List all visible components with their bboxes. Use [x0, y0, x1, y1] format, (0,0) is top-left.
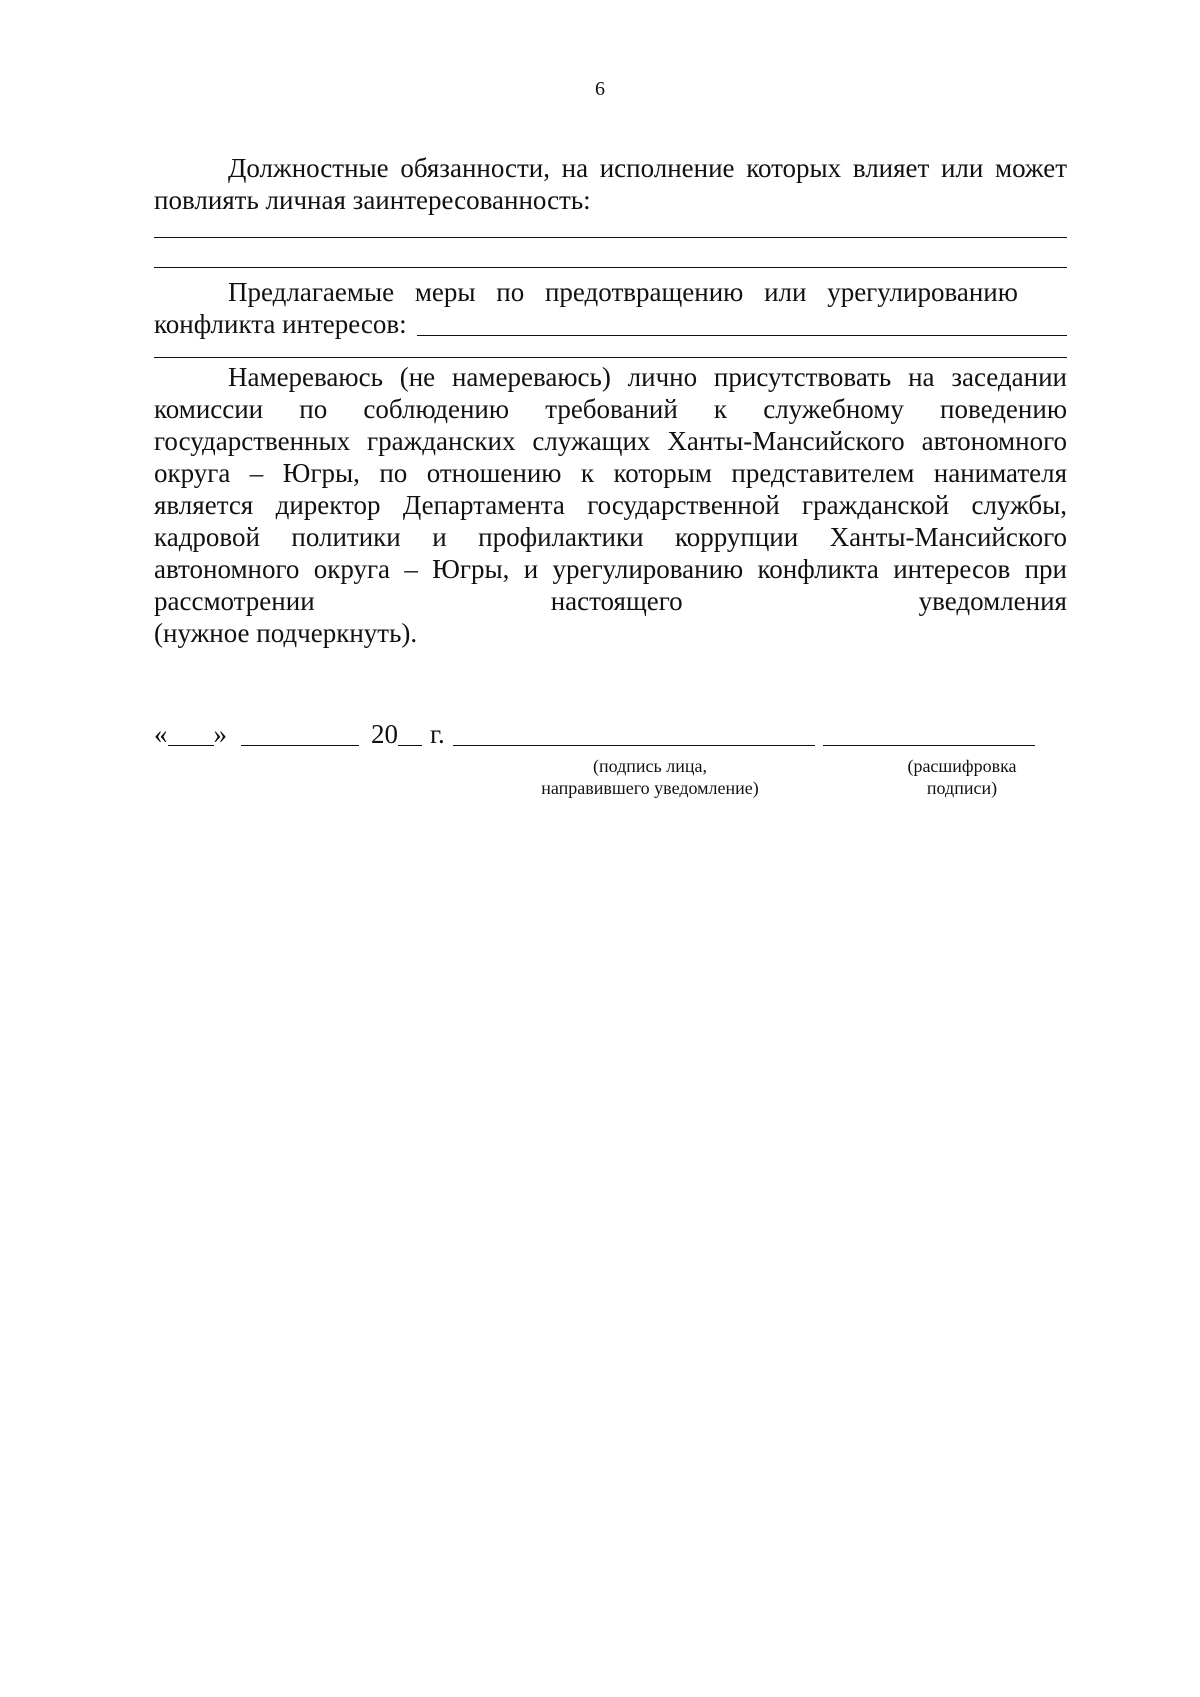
measures-text-line-2: конфликта интересов:: [154, 309, 407, 339]
intent-word-1: рассмотрении: [154, 586, 315, 616]
signature-caption-line-2: направившего уведомление): [541, 778, 759, 798]
day-blank[interactable]: [168, 723, 214, 746]
quote-open: «: [154, 719, 168, 749]
decode-caption: [862, 755, 1062, 799]
intent-paragraph: Намереваюсь (не намереваюсь) лично присутствовать на заседании комиссии по соблюдению требований к служебному поведению государственных гражданских служащих Ханты-Мансийского автономного округа – Югры, по отношению к которым представителем нанимателя является директор Департамента государственной гражданской службы, кадровой политики и профилактики коррупции Ханты-Мансийского автономного округа – Югры, и урегулированию конфликта интересов при: [154, 362, 1067, 584]
month-blank[interactable]: [241, 723, 359, 746]
signature-caption: [500, 755, 800, 799]
measures-blank-inline[interactable]: [417, 311, 1067, 336]
year-prefix: 20: [371, 719, 398, 749]
measures-text-line-1: Предлагаемые меры по предотвращению или урегулированию: [228, 277, 1018, 307]
measures-line-1: [154, 276, 1067, 308]
signature-blank[interactable]: [453, 723, 815, 746]
signature-row: [154, 718, 1067, 750]
quote-close: »: [213, 719, 227, 749]
page-number: 6: [595, 78, 605, 100]
intent-word-2: настоящего: [550, 586, 683, 616]
intent-last-line: (нужное подчеркнуть).: [154, 618, 418, 648]
intent-spread-line: [154, 585, 1067, 617]
intent-word-3: уведомления: [918, 586, 1067, 616]
decode-caption-line-2: подписи): [926, 778, 998, 798]
year-blank[interactable]: [398, 723, 422, 746]
year-suffix: г.: [430, 719, 445, 749]
duties-paragraph: Должностные обязанности, на исполнение которых влияет или может повлиять личная заинтересованность:: [154, 153, 1067, 215]
form-body: [154, 152, 1067, 649]
decode-caption-line-1: (расшифровка: [907, 756, 1017, 776]
signature-decode-blank[interactable]: [823, 723, 1035, 746]
measures-line-2: [154, 308, 1067, 340]
signature-caption-line-1: (подпись лица,: [593, 756, 707, 776]
